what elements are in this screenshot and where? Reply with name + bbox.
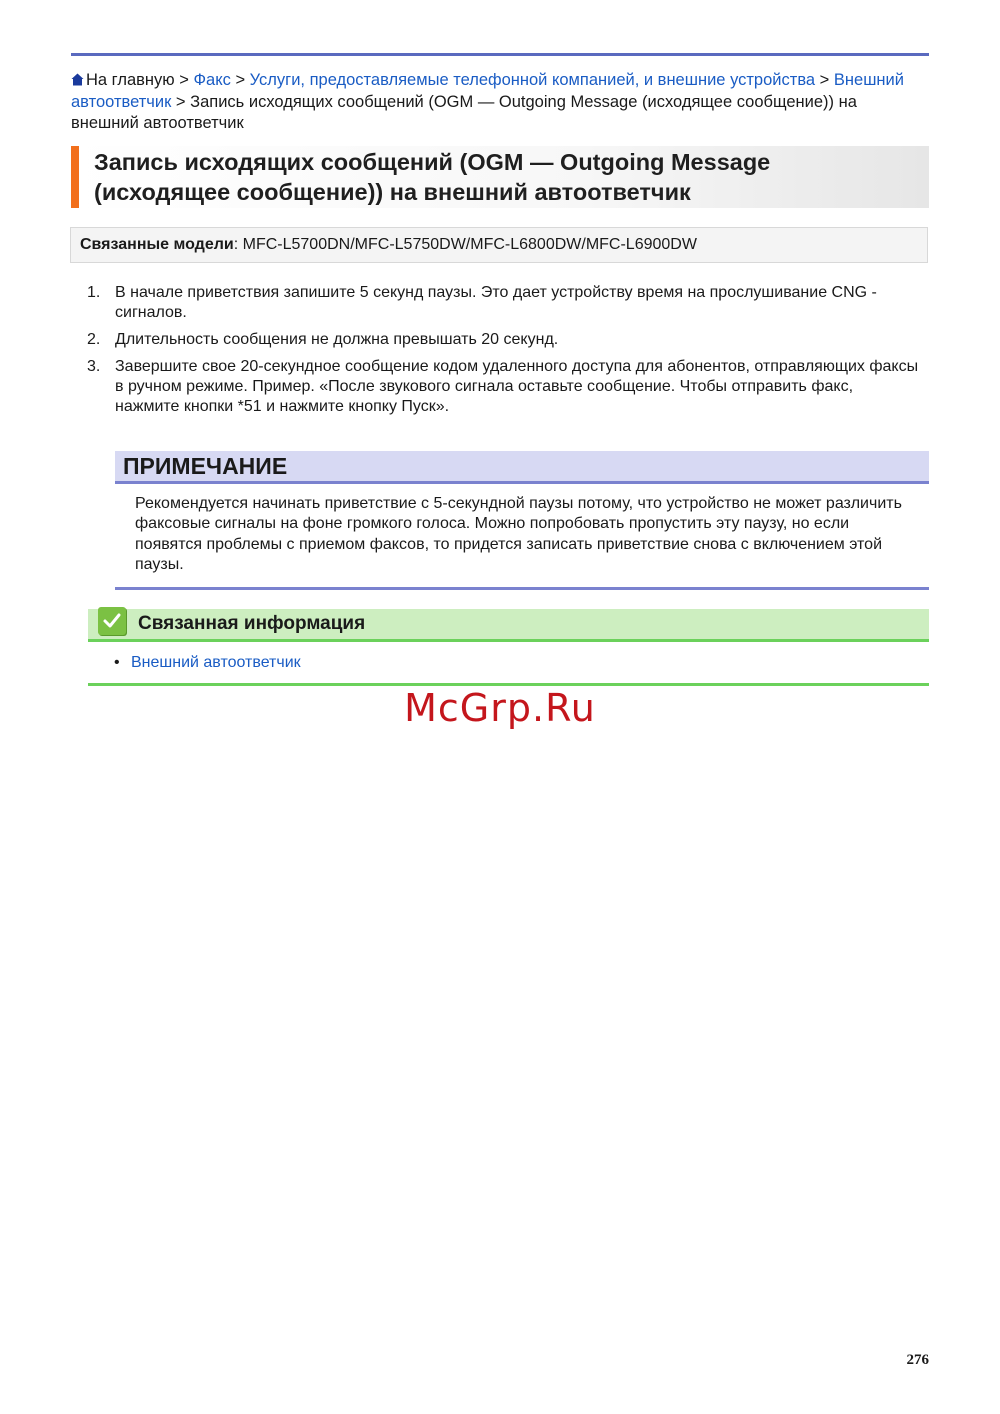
breadcrumb-link-services[interactable]: Услуги, предоставляемые телефонной компанией, и внешние устройства [249,71,816,89]
step-text: Длительность сообщения не должна превышать 20 секунд. [115,331,559,348]
steps-list [71,283,921,424]
breadcrumb-link-fax[interactable]: Факс [193,71,231,89]
page-title-line-1: Запись исходящих сообщений (OGM — Outgoing Message [94,149,771,175]
page-number: 276 [906,1352,929,1368]
breadcrumb-separator: > [819,71,830,89]
breadcrumb [71,70,911,135]
page-title-line-2: (исходящее сообщение)) на внешний автоответчик [94,178,691,205]
list-bullet: • [114,654,120,671]
related-info-box [88,609,929,686]
breadcrumb-separator: > [175,92,186,111]
top-rule [71,53,929,56]
page-title [94,148,914,207]
related-models [70,227,928,263]
step-item [71,357,921,417]
related-models-label: Связанные модели [80,236,234,253]
step-number: 2. [87,331,101,348]
step-text: В начале приветствия запишите 5 секунд паузы. Это дает устройству время на прослушивание CNG - сигналов. [115,284,877,321]
step-item [71,283,921,323]
step-item [71,330,921,350]
watermark: McGrp.Ru [404,686,596,730]
related-models-value: : MFC-L5700DN/MFC-L5750DW/MFC-L6800DW/MFC-L6900DW [233,236,697,253]
checkmark-icon [98,607,126,635]
step-text: Завершите свое 20-секундное сообщение кодом удаленного доступа для абонентов, отправляющих факсы в ручном режиме. Пример. «После звукового сигнала оставьте сообщение. Чтобы отправить факс, нажмите кнопки *51 и нажмите кнопку Пуск». [115,358,919,415]
related-link-answering-machine[interactable]: Внешний автоответчик [131,654,301,671]
home-icon [71,73,84,86]
breadcrumb-current: Запись исходящих сообщений (OGM — Outgoing Message (исходящее сообщение)) на внешний автоответчик [71,92,857,132]
breadcrumb-home[interactable]: На главную [86,71,175,89]
note-bottom-rule [115,587,929,590]
step-number: 1. [87,284,101,301]
step-number: 3. [87,358,101,375]
related-info-header [88,609,929,642]
related-links-list [88,642,929,683]
page-title-box [71,146,929,208]
note-body: Рекомендуется начинать приветствие с 5-секундной паузы потому, что устройство не может различить факсовые сигналы на фоне громкого голоса. Можно попробовать пропустить эту паузу, но если появятся проблемы с приемом факсов, то придется записать приветствие снова с включением этой паузы. [135,495,902,573]
title-accent-bar [71,146,79,208]
breadcrumb-link-answering-machine[interactable]: Внешний автоответчик [71,71,904,111]
related-info-heading: Связанная информация [138,613,366,634]
note-heading: ПРИМЕЧАНИЕ [115,451,929,484]
breadcrumb-separator: > [235,71,246,89]
breadcrumb-separator: > [179,71,189,89]
note-box [115,451,929,590]
